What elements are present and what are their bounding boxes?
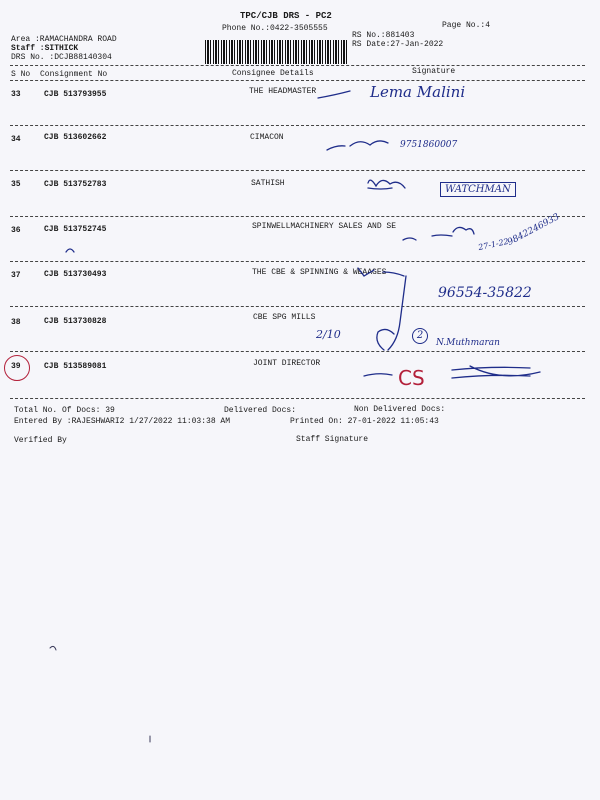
- col-consignment: Consignment No: [40, 70, 108, 79]
- total-docs: Total No. Of Docs: 39: [14, 406, 115, 415]
- row-sno: 39: [11, 362, 21, 371]
- sheet-title: TPC/CJB DRS - PC2: [240, 11, 332, 21]
- row-sno: 38: [11, 318, 21, 327]
- non-delivered-docs: Non Delivered Docs:: [354, 405, 446, 414]
- col-sno: S No: [11, 70, 31, 79]
- row-sno: 35: [11, 180, 21, 189]
- area-label: Area :RAMACHANDRA ROAD: [11, 35, 117, 44]
- drs-number: DRS No. :DCJB88140304: [11, 53, 112, 62]
- row-consignee: THE CBE & SPINNING & WEAAGES: [252, 268, 387, 277]
- delivered-docs: Delivered Docs:: [224, 406, 297, 415]
- row-sno: 36: [11, 226, 21, 235]
- col-consignee: Consignee Details: [232, 69, 314, 78]
- staff-signature: Staff Signature: [296, 435, 369, 444]
- signature-row-37: 96554-35822: [438, 285, 532, 301]
- page-number: Page No.:4: [442, 21, 491, 30]
- signature-row-36-phone: 9842246933: [506, 212, 562, 248]
- signature-row-35: WATCHMAN: [440, 182, 516, 197]
- signature-row-38-name: N.Muthmaran: [436, 338, 500, 348]
- row-consignment: CJB 513752745: [44, 225, 107, 234]
- signature-row-38-circle: 2: [412, 328, 428, 344]
- signature-row-34-phone: 9751860007: [400, 140, 458, 150]
- row-consignment: CJB 513602662: [44, 133, 107, 142]
- printed-on: Printed On: 27-01-2022 11:05:43: [290, 417, 439, 426]
- row-consignment: CJB 513730828: [44, 317, 107, 326]
- row-consignee: SATHISH: [251, 179, 285, 188]
- row-sno: 33: [11, 90, 21, 99]
- signature-row-38: 2/10: [316, 328, 341, 341]
- row-consignment: CJB 513793955: [44, 90, 107, 99]
- signature-row-36-date: 27-1-22: [477, 236, 510, 253]
- rs-number: RS No.:881403: [352, 31, 415, 40]
- signature-row-39: CS: [398, 366, 425, 390]
- row-consignment: CJB 513752783: [44, 180, 107, 189]
- staff-label: Staff :SITHICK: [11, 44, 79, 53]
- row-consignee: JOINT DIRECTOR: [253, 359, 321, 368]
- row-consignee: THE HEADMASTER: [249, 87, 317, 96]
- row-consignment: CJB 513730493: [44, 270, 107, 279]
- signature-row-33: Lema Malini: [370, 83, 466, 101]
- row-sno: 34: [11, 135, 21, 144]
- entered-by: Entered By :RAJESHWARI2 1/27/2022 11:03:38 AM: [14, 417, 231, 426]
- scan-speck: [50, 646, 56, 650]
- col-signature: Signature: [412, 67, 456, 76]
- row-consignee: CIMACON: [250, 133, 284, 142]
- row-sno: 37: [11, 271, 21, 280]
- row-consignment: CJB 513589081: [44, 362, 107, 371]
- row-consignee: CBE SPG MILLS: [253, 313, 316, 322]
- row-consignee: SPINWELLMACHINERY SALES AND SE: [252, 222, 397, 231]
- phone-number: Phone No.:0422-3505555: [222, 24, 328, 33]
- rs-date: RS Date:27-Jan-2022: [352, 40, 444, 49]
- verified-by: Verified By: [14, 436, 67, 445]
